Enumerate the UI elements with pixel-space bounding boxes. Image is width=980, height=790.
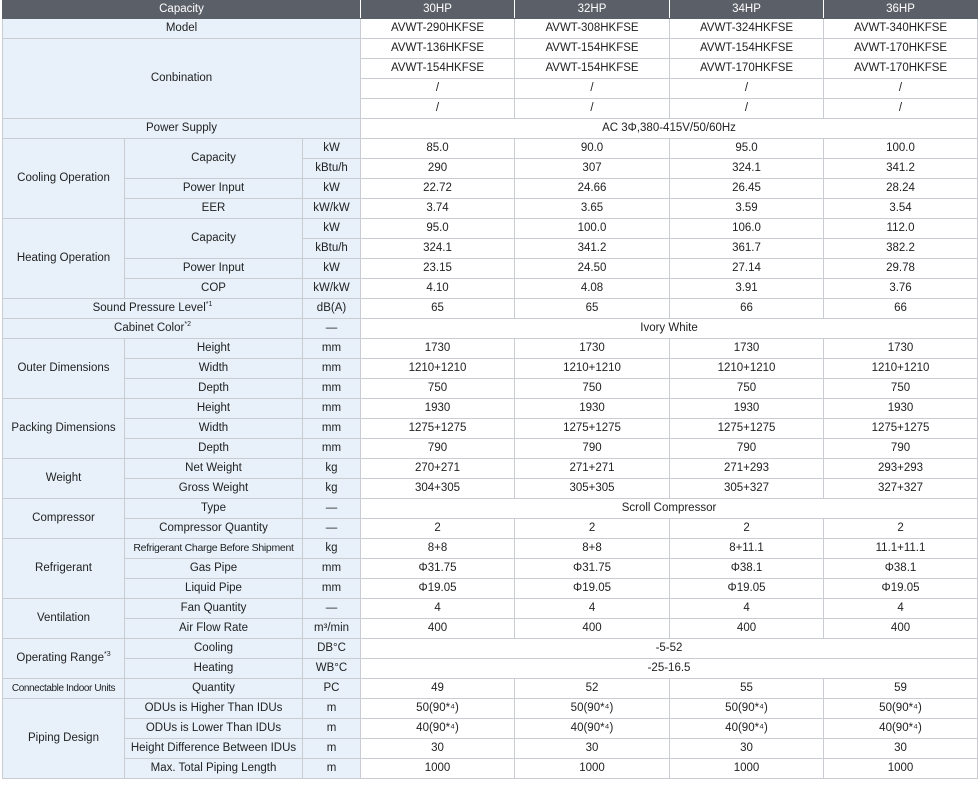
cell-value: AVWT-154HKFSE (670, 39, 824, 59)
cell-value: 112.0 (824, 219, 978, 239)
cell-value: 361.7 (670, 239, 824, 259)
row-label-fan-quantity: Fan Quantity (125, 599, 303, 619)
unit-cell: kW (303, 259, 361, 279)
cell-value: 3.76 (824, 279, 978, 299)
unit-cell: — (303, 319, 361, 339)
cell-value: 50(90*⁴) (670, 699, 824, 719)
cell-value: 305+305 (515, 479, 670, 499)
cell-value: 1730 (670, 339, 824, 359)
row-label-heating-power-input: Power Input (125, 259, 303, 279)
unit-cell: — (303, 499, 361, 519)
cell-value: 22.72 (361, 179, 515, 199)
cell-value: 2 (824, 519, 978, 539)
header-model-34hp: 34HP (670, 1, 824, 19)
cell-value: 750 (824, 379, 978, 399)
footnote-mark: *2 (184, 321, 191, 329)
cell-value: 1210+1210 (361, 359, 515, 379)
cell-value: 307 (515, 159, 670, 179)
cell-value: 2 (670, 519, 824, 539)
group-label-compressor: Compressor (3, 499, 125, 539)
row-label-compressor-type: Type (125, 499, 303, 519)
cell-value: 65 (515, 299, 670, 319)
row-label-height: Height (125, 339, 303, 359)
cell-value: 85.0 (361, 139, 515, 159)
header-row (3, 1, 978, 19)
cell-value: 1930 (515, 399, 670, 419)
table-row (3, 719, 978, 739)
cell-value: Φ19.05 (361, 579, 515, 599)
table-row (3, 639, 978, 659)
cell-value: 30 (515, 739, 670, 759)
table-row (3, 39, 978, 59)
cell-value: Φ38.1 (824, 559, 978, 579)
cell-value: 23.15 (361, 259, 515, 279)
cell-value: 750 (515, 379, 670, 399)
cell-value: 1275+1275 (361, 419, 515, 439)
cell-value: 11.1+11.1 (824, 539, 978, 559)
cell-value: AVWT-154HKFSE (361, 59, 515, 79)
unit-cell: kg (303, 479, 361, 499)
cell-value: 2 (515, 519, 670, 539)
unit-cell: mm (303, 359, 361, 379)
row-label-width: Width (125, 419, 303, 439)
cell-value: Φ31.75 (515, 559, 670, 579)
group-label-piping-design: Piping Design (3, 699, 125, 779)
cell-value: 24.50 (515, 259, 670, 279)
cell-value: 50(90*⁴) (824, 699, 978, 719)
table-row (3, 279, 978, 299)
cell-value: 750 (361, 379, 515, 399)
cell-value: AVWT-136HKFSE (361, 39, 515, 59)
cell-value: 30 (824, 739, 978, 759)
table-row (3, 339, 978, 359)
group-label-outer-dimensions: Outer Dimensions (3, 339, 125, 399)
cell-value: 1930 (361, 399, 515, 419)
cell-value: 8+8 (361, 539, 515, 559)
row-label-range-cooling: Cooling (125, 639, 303, 659)
cell-value: 40(90*⁴) (824, 719, 978, 739)
cell-value: 1210+1210 (515, 359, 670, 379)
table-row (3, 359, 978, 379)
unit-cell: mm (303, 379, 361, 399)
cell-value: Φ19.05 (824, 579, 978, 599)
cell-value: AVWT-170HKFSE (824, 39, 978, 59)
cell-value: 4 (670, 599, 824, 619)
cell-value: AVWT-170HKFSE (824, 59, 978, 79)
cell-value: 400 (670, 619, 824, 639)
header-model-36hp: 36HP (824, 1, 978, 19)
table-row (3, 459, 978, 479)
cell-value: 4 (824, 599, 978, 619)
table-row (3, 19, 978, 39)
table-row (3, 299, 978, 319)
row-label-heating-capacity: Capacity (125, 219, 303, 259)
table-row (3, 139, 978, 159)
row-label-cop: COP (125, 279, 303, 299)
cell-value: 790 (670, 439, 824, 459)
unit-cell: kW (303, 139, 361, 159)
unit-cell: m³/min (303, 619, 361, 639)
unit-cell: — (303, 599, 361, 619)
table-row (3, 439, 978, 459)
spec-table (2, 0, 978, 779)
unit-cell: mm (303, 399, 361, 419)
table-row (3, 119, 978, 139)
cell-value: 341.2 (824, 159, 978, 179)
cell-value: / (824, 99, 978, 119)
cell-value: 290 (361, 159, 515, 179)
row-label-cooling-capacity: Capacity (125, 139, 303, 179)
cell-value: 1275+1275 (515, 419, 670, 439)
row-label-depth: Depth (125, 439, 303, 459)
unit-cell: PC (303, 679, 361, 699)
cell-value: 40(90*⁴) (361, 719, 515, 739)
row-label-depth: Depth (125, 379, 303, 399)
cell-value: 27.14 (670, 259, 824, 279)
row-label-gross-weight: Gross Weight (125, 479, 303, 499)
cell-value: AVWT-308HKFSE (515, 19, 670, 39)
cell-value: 305+327 (670, 479, 824, 499)
row-label-compressor-quantity: Compressor Quantity (125, 519, 303, 539)
cell-value: 400 (515, 619, 670, 639)
unit-cell: kg (303, 459, 361, 479)
unit-cell: mm (303, 559, 361, 579)
group-label-connectable-indoor-units: Connectable Indoor Units (3, 679, 125, 699)
cell-value: AVWT-290HKFSE (361, 19, 515, 39)
unit-cell: mm (303, 419, 361, 439)
group-label-cooling: Cooling Operation (3, 139, 125, 219)
cell-value: 66 (670, 299, 824, 319)
table-row (3, 319, 978, 339)
cell-value: 100.0 (515, 219, 670, 239)
cell-value: Φ31.75 (361, 559, 515, 579)
cell-value: 49 (361, 679, 515, 699)
row-label-refrigerant-charge: Refrigerant Charge Before Shipment (125, 539, 303, 559)
group-label-packing-dimensions: Packing Dimensions (3, 399, 125, 459)
cell-value: 3.91 (670, 279, 824, 299)
group-label-weight: Weight (3, 459, 125, 499)
cell-value-merged: -5-52 (361, 639, 978, 659)
unit-cell: m (303, 719, 361, 739)
cell-value: 4.08 (515, 279, 670, 299)
group-label-operating-range (3, 639, 125, 679)
cell-value: 8+8 (515, 539, 670, 559)
table-row (3, 179, 978, 199)
cell-value: 4.10 (361, 279, 515, 299)
cell-value: 1730 (361, 339, 515, 359)
row-label-max-piping-length: Max. Total Piping Length (125, 759, 303, 779)
cell-value: 95.0 (670, 139, 824, 159)
cell-value: 1210+1210 (670, 359, 824, 379)
table-row (3, 739, 978, 759)
cell-value: 8+11.1 (670, 539, 824, 559)
cell-value: 790 (361, 439, 515, 459)
cell-value: 293+293 (824, 459, 978, 479)
table-row (3, 399, 978, 419)
cell-value: 1210+1210 (824, 359, 978, 379)
cell-value: 382.2 (824, 239, 978, 259)
table-row (3, 599, 978, 619)
table-row (3, 259, 978, 279)
cell-value: 1275+1275 (824, 419, 978, 439)
cell-value: 95.0 (361, 219, 515, 239)
table-row (3, 539, 978, 559)
cell-value: 4 (361, 599, 515, 619)
cell-value: 304+305 (361, 479, 515, 499)
cell-value-merged: -25-16.5 (361, 659, 978, 679)
cell-value: 341.2 (515, 239, 670, 259)
cell-value: 271+271 (515, 459, 670, 479)
cell-value: 1000 (824, 759, 978, 779)
cell-value: 400 (361, 619, 515, 639)
header-capacity-label: Capacity (3, 1, 361, 19)
header-model-30hp: 30HP (361, 1, 515, 19)
row-label-width: Width (125, 359, 303, 379)
cell-value-merged: Scroll Compressor (361, 499, 978, 519)
cell-value: 790 (824, 439, 978, 459)
cell-value: 55 (670, 679, 824, 699)
row-label-sound-pressure (3, 299, 303, 319)
cell-value: 1730 (515, 339, 670, 359)
cell-value: 3.65 (515, 199, 670, 219)
row-label-air-flow-rate: Air Flow Rate (125, 619, 303, 639)
header-model-32hp: 32HP (515, 1, 670, 19)
cell-value: / (824, 79, 978, 99)
cell-value: AVWT-324HKFSE (670, 19, 824, 39)
unit-cell: m (303, 699, 361, 719)
label-text: Sound Pressure Level (92, 302, 206, 315)
cell-value: 29.78 (824, 259, 978, 279)
cell-value-merged: AC 3Φ,380-415V/50/60Hz (361, 119, 978, 139)
row-label-cabinet-color (3, 319, 303, 339)
unit-cell: m (303, 759, 361, 779)
cell-value: AVWT-340HKFSE (824, 19, 978, 39)
cell-value: 1000 (361, 759, 515, 779)
unit-cell: DB°C (303, 639, 361, 659)
unit-cell: kBtu/h (303, 239, 361, 259)
table-row (3, 619, 978, 639)
footnote-mark: *1 (205, 301, 213, 309)
cell-value: 40(90*⁴) (670, 719, 824, 739)
cell-value: 1930 (670, 399, 824, 419)
row-label-odu-higher: ODUs is Higher Than IDUs (125, 699, 303, 719)
cell-value: 59 (824, 679, 978, 699)
cell-value: 3.59 (670, 199, 824, 219)
cell-value: 66 (824, 299, 978, 319)
cell-value: 65 (361, 299, 515, 319)
cell-value: Φ38.1 (670, 559, 824, 579)
row-label-model: Model (3, 19, 361, 39)
cell-value: Φ19.05 (670, 579, 824, 599)
cell-value-merged: Ivory White (361, 319, 978, 339)
cell-value: 50(90*⁴) (515, 699, 670, 719)
cell-value: 30 (670, 739, 824, 759)
cell-value: 50(90*⁴) (361, 699, 515, 719)
cell-value: 40(90*⁴) (515, 719, 670, 739)
cell-value: Φ19.05 (515, 579, 670, 599)
table-row (3, 219, 978, 239)
cell-value: 1730 (824, 339, 978, 359)
unit-cell: kW/kW (303, 279, 361, 299)
cell-value: 24.66 (515, 179, 670, 199)
table-row (3, 559, 978, 579)
cell-value: 324.1 (361, 239, 515, 259)
cell-value: 270+271 (361, 459, 515, 479)
row-label-height-difference: Height Difference Between IDUs (125, 739, 303, 759)
cell-value: 3.74 (361, 199, 515, 219)
table-row (3, 499, 978, 519)
cell-value: / (361, 99, 515, 119)
cell-value: / (361, 79, 515, 99)
row-label-range-heating: Heating (125, 659, 303, 679)
cell-value: AVWT-170HKFSE (670, 59, 824, 79)
cell-value: 100.0 (824, 139, 978, 159)
cell-value: 4 (515, 599, 670, 619)
row-label-odu-lower: ODUs is Lower Than IDUs (125, 719, 303, 739)
table-row (3, 679, 978, 699)
unit-cell: WB°C (303, 659, 361, 679)
cell-value: 1930 (824, 399, 978, 419)
unit-cell: dB(A) (303, 299, 361, 319)
cell-value: 90.0 (515, 139, 670, 159)
cell-value: 1000 (515, 759, 670, 779)
cell-value: / (670, 99, 824, 119)
cell-value: AVWT-154HKFSE (515, 39, 670, 59)
unit-cell: mm (303, 339, 361, 359)
unit-cell: kW/kW (303, 199, 361, 219)
row-label-net-weight: Net Weight (125, 459, 303, 479)
cell-value: 790 (515, 439, 670, 459)
unit-cell: kBtu/h (303, 159, 361, 179)
table-row (3, 199, 978, 219)
table-row (3, 699, 978, 719)
cell-value: 52 (515, 679, 670, 699)
unit-cell: kg (303, 539, 361, 559)
cell-value: / (515, 79, 670, 99)
cell-value: / (670, 79, 824, 99)
cell-value: 324.1 (670, 159, 824, 179)
cell-value: AVWT-154HKFSE (515, 59, 670, 79)
unit-cell: kW (303, 219, 361, 239)
table-row (3, 759, 978, 779)
label-text: Operating Range (16, 652, 104, 665)
cell-value: 106.0 (670, 219, 824, 239)
table-row (3, 379, 978, 399)
row-label-power-supply: Power Supply (3, 119, 361, 139)
row-label-combination: Conbination (3, 39, 361, 119)
unit-cell: mm (303, 439, 361, 459)
footnote-mark: *3 (103, 651, 111, 659)
unit-cell: kW (303, 179, 361, 199)
cell-value: 30 (361, 739, 515, 759)
cell-value: 1000 (670, 759, 824, 779)
row-label-liquid-pipe: Liquid Pipe (125, 579, 303, 599)
row-label-height: Height (125, 399, 303, 419)
unit-cell: mm (303, 579, 361, 599)
row-label-cooling-power-input: Power Input (125, 179, 303, 199)
table-row (3, 419, 978, 439)
table-row (3, 659, 978, 679)
group-label-heating: Heating Operation (3, 219, 125, 299)
row-label-eer: EER (125, 199, 303, 219)
cell-value: 3.54 (824, 199, 978, 219)
cell-value: 327+327 (824, 479, 978, 499)
cell-value: 1275+1275 (670, 419, 824, 439)
cell-value: / (515, 99, 670, 119)
unit-cell: — (303, 519, 361, 539)
cell-value: 26.45 (670, 179, 824, 199)
cell-value: 750 (670, 379, 824, 399)
row-label-gas-pipe: Gas Pipe (125, 559, 303, 579)
unit-cell: m (303, 739, 361, 759)
table-row (3, 579, 978, 599)
cell-value: 28.24 (824, 179, 978, 199)
label-text: Cabinet Color (114, 322, 185, 335)
cell-value: 2 (361, 519, 515, 539)
table-row (3, 519, 978, 539)
group-label-refrigerant: Refrigerant (3, 539, 125, 599)
cell-value: 271+293 (670, 459, 824, 479)
table-row (3, 479, 978, 499)
cell-value: 400 (824, 619, 978, 639)
group-label-ventilation: Ventilation (3, 599, 125, 639)
row-label-quantity: Quantity (125, 679, 303, 699)
